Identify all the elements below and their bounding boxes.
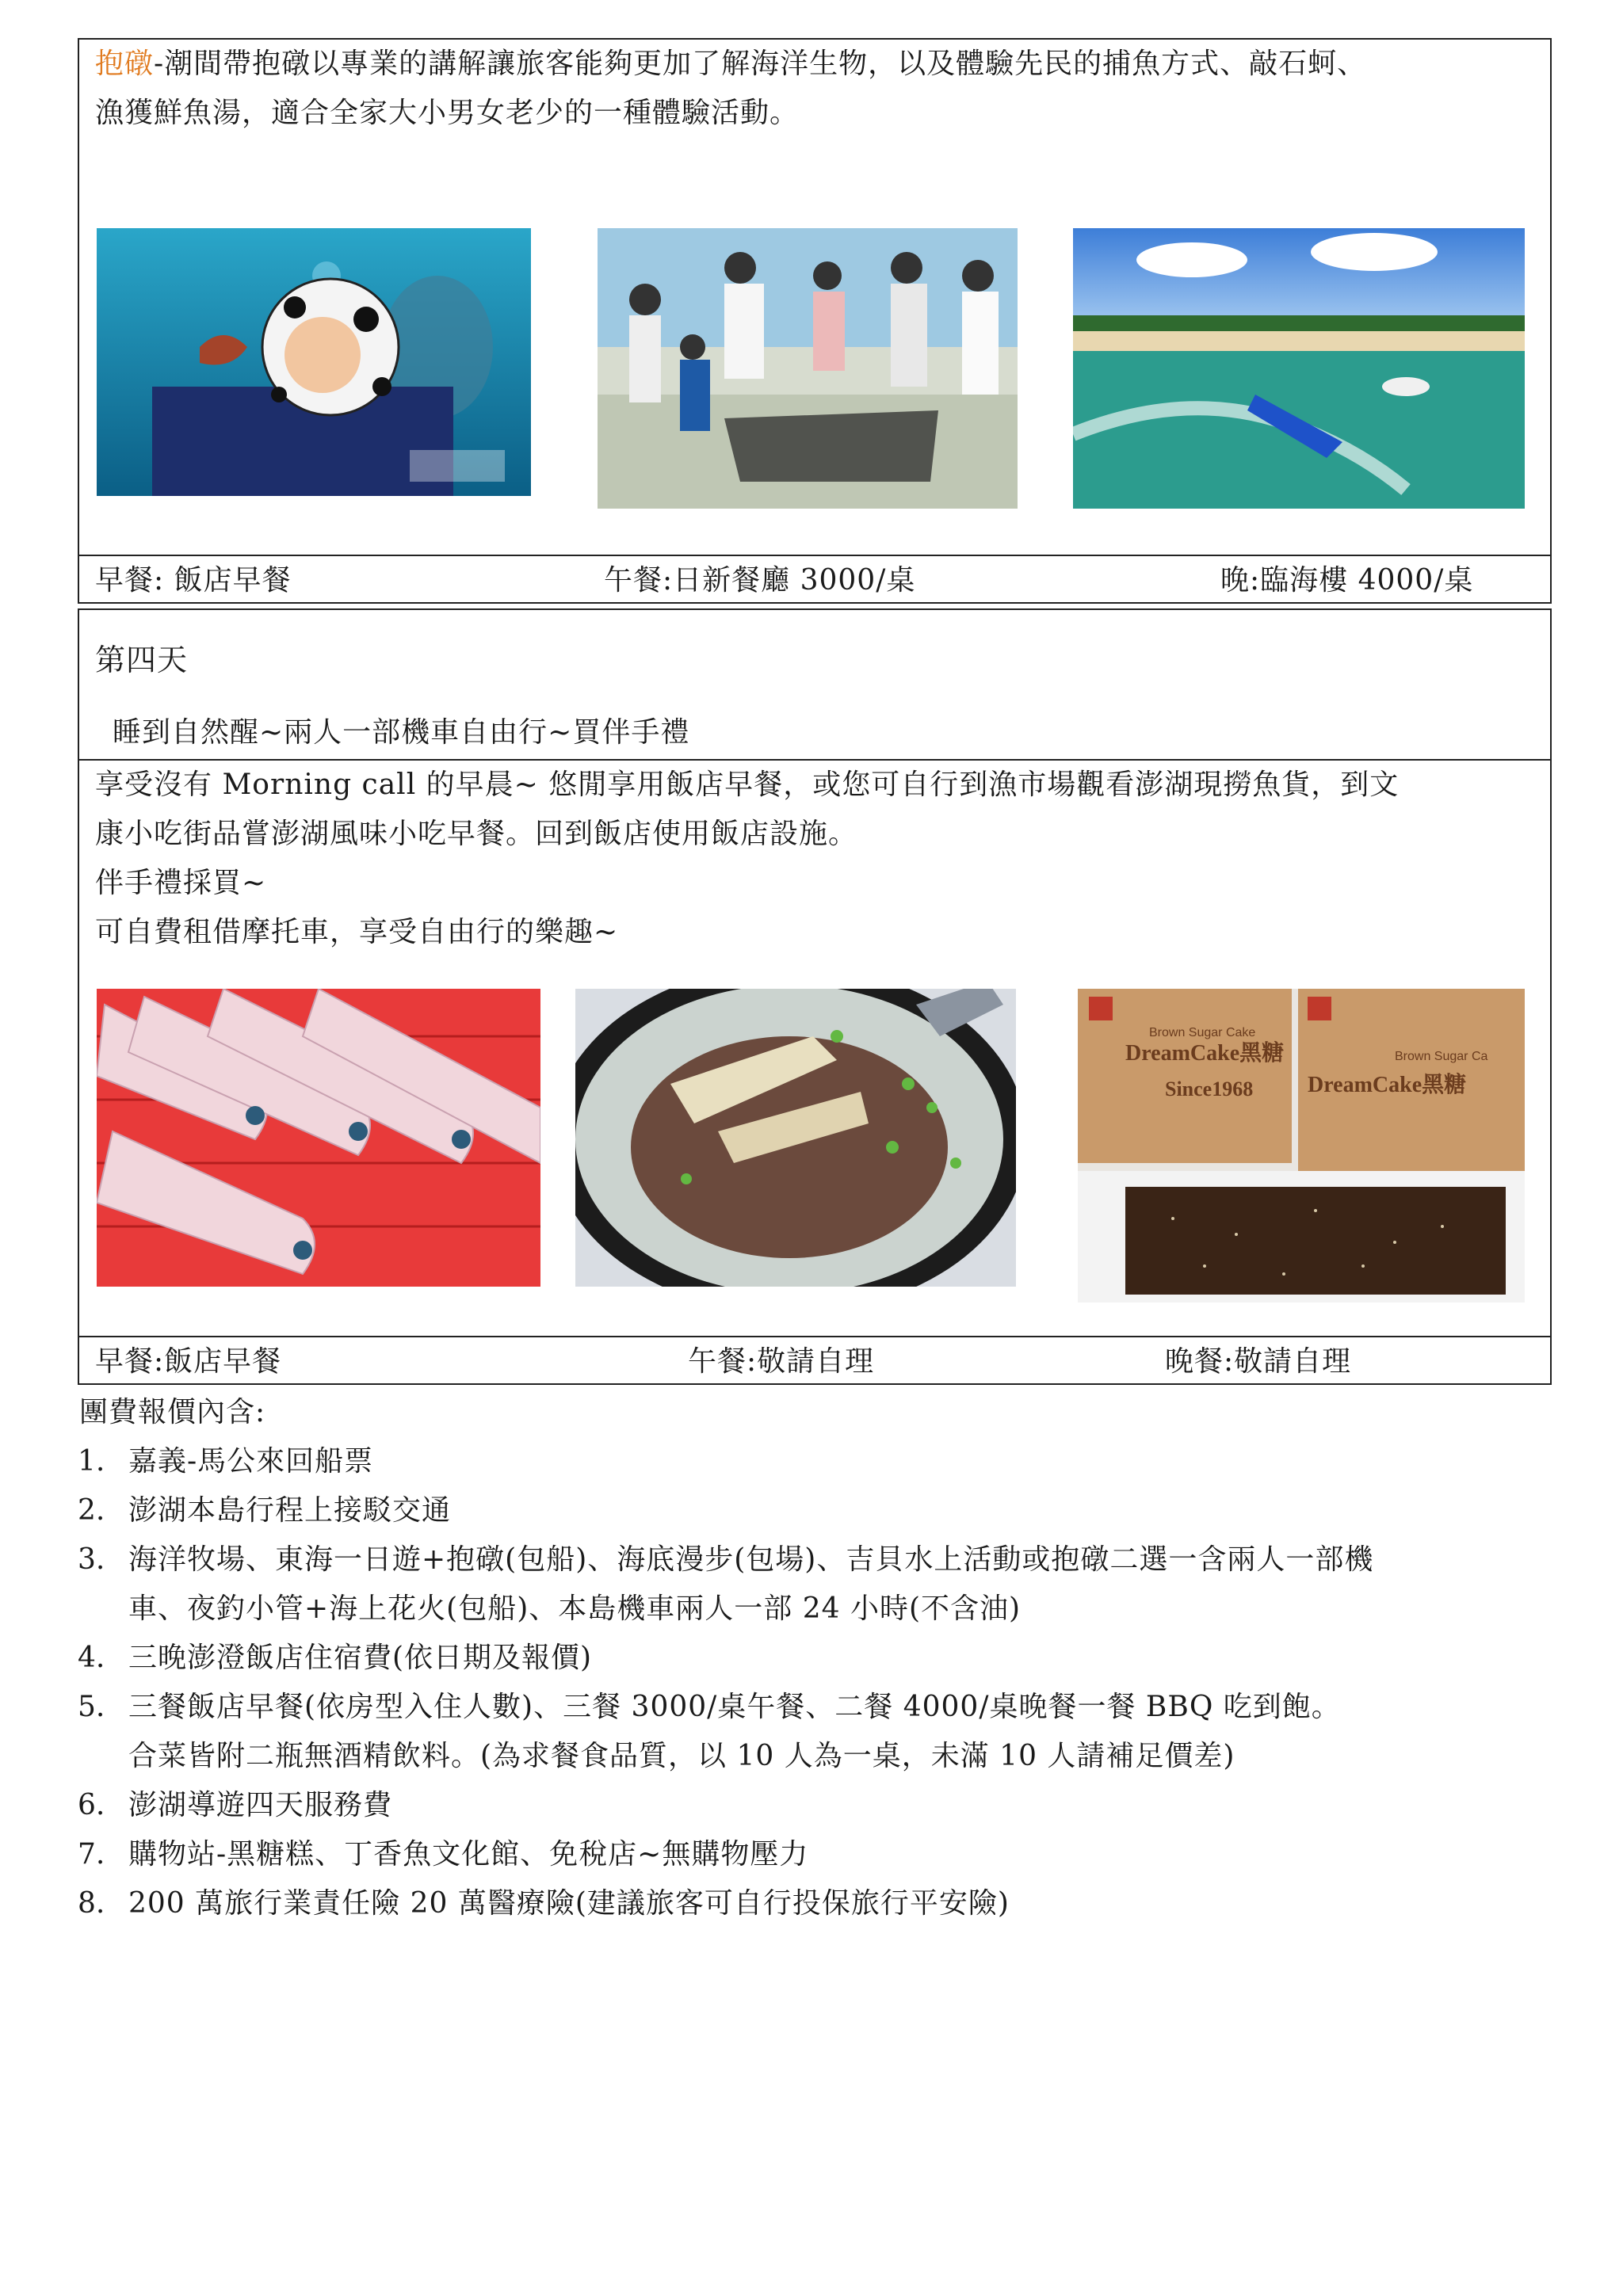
list-item-text: 三餐飯店早餐(依房型入住人數)、三餐 3000/桌午餐、二餐 4000/桌晚餐一餐 BBQ 吃到飽。 (128, 1691, 1341, 1723)
list-item-number: 3. (78, 1543, 105, 1576)
day4-body-4: 可自費租借摩托車，享受自由行的樂趣~ (95, 916, 619, 948)
list-item-text: 海洋牧場、東海一日遊+抱礅(包船)、海底漫步(包場)、吉貝水上活動或抱礅二選一含兩人一部機 (128, 1543, 1374, 1576)
list-item-number: 8. (78, 1887, 105, 1920)
day4-subtitle: 睡到自然醒~兩人一部機車自由行~買伴手禮 (113, 716, 690, 749)
list-item-text: 三晚澎澄飯店住宿費(依日期及報價) (128, 1642, 593, 1674)
cake-since: Since1968 (1165, 1077, 1254, 1100)
list-item-number: 1. (78, 1445, 105, 1478)
beef-soup-photo (575, 989, 1016, 1287)
list-item-text: 澎湖本島行程上接駁交通 (128, 1494, 452, 1527)
list-item-number: 5. (78, 1691, 105, 1723)
cake-brand-2: DreamCake黑糖 (1125, 1041, 1285, 1066)
list-item-text: 嘉義-馬公來回船票 (128, 1445, 374, 1478)
intro-line-1 (95, 40, 1366, 89)
intro-text: -潮間帶抱礅以專業的講解讓旅客能夠更加了解海洋生物，以及體驗先民的捕魚方式、敲石蚵、 (154, 48, 1367, 80)
list-item-number: 2. (78, 1494, 105, 1527)
day4-body-3: 伴手禮採買~ (95, 867, 267, 899)
banana-boat-photo (1073, 228, 1525, 509)
list-item-number: 7. (78, 1838, 105, 1871)
cake-brand-3: Brown Sugar Ca (1395, 1050, 1488, 1063)
dinner-1: 晚:臨海樓 4000/桌 (1220, 564, 1474, 597)
list-item-number: 6. (78, 1789, 105, 1821)
intro-line-2: 漁獲鮮魚湯，適合全家大小男女老少的一種體驗活動。 (95, 97, 800, 129)
diver-photo (97, 228, 531, 496)
cake-brand-1: Brown Sugar Cake (1149, 1026, 1256, 1039)
list-item-text: 澎湖導遊四天服務費 (128, 1789, 393, 1821)
list-item-text: 200 萬旅行業責任險 20 萬醫療險(建議旅客可自行投保旅行平安險) (128, 1887, 1010, 1920)
day4-title: 第四天 (95, 643, 189, 677)
squid-photo (97, 989, 540, 1287)
includes-heading: 團費報價內含: (79, 1396, 266, 1428)
day4-body-1: 享受沒有 Morning call 的早晨~ 悠閒享用飯店早餐，或您可自行到漁市場觀看澎湖現撈魚貨，到文 (95, 769, 1400, 801)
list-item-text: 購物站-黑糖糕、丁香魚文化館、免稅店~無購物壓力 (128, 1838, 809, 1871)
lunch-1: 午餐:日新餐廳 3000/桌 (604, 564, 916, 597)
breakfast-1: 早餐: 飯店早餐 (95, 564, 292, 597)
day4-body-2: 康小吃街品嘗澎湖風味小吃早餐。回到飯店使用飯店設施。 (95, 818, 858, 850)
cake-brand-4: DreamCake黑糖 (1308, 1073, 1467, 1097)
dinner-2: 晚餐:敬請自理 (1165, 1345, 1352, 1378)
list-item-text: 車、夜釣小管+海上花火(包船)、本島機車兩人一部 24 小時(不含油) (128, 1592, 1022, 1625)
list-item-text: 合菜皆附二瓶無酒精飲料。(為求餐食品質，以 10 人為一桌，未滿 10 人請補足價差) (128, 1740, 1235, 1772)
breakfast-2: 早餐:飯店早餐 (95, 1345, 282, 1378)
intro-highlight: 抱礅 (95, 48, 155, 80)
brown-sugar-cake-photo (1078, 989, 1525, 1302)
tidal-net-photo (598, 228, 1018, 509)
lunch-2: 午餐:敬請自理 (688, 1345, 875, 1378)
list-item-number: 4. (78, 1642, 105, 1674)
